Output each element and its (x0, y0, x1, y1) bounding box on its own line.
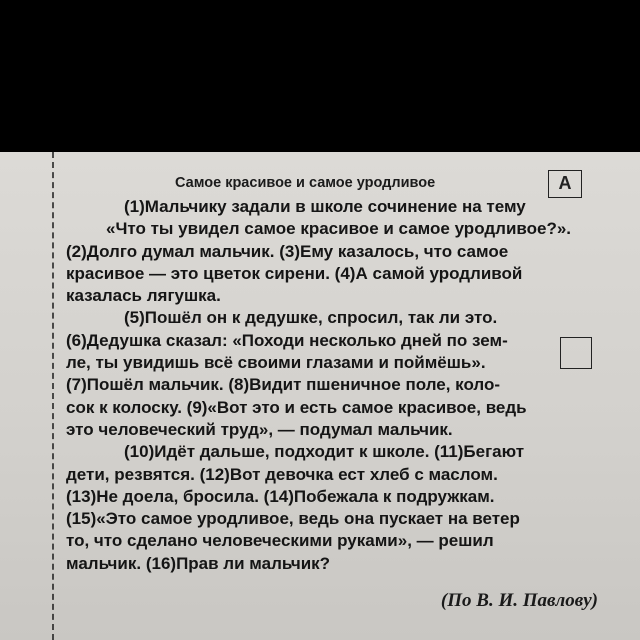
text-line: сок к колоску. (9)«Вот это и есть самое красивое, ведь (66, 397, 527, 417)
text-line: «Что ты увидел самое красивое и самое уродливое?». (106, 219, 572, 239)
text-line: дети, резвятся. (12)Вот девочка ест хлеб с маслом. (66, 464, 498, 484)
book-page (0, 152, 640, 640)
text-line: (6)Дедушка сказал: «Походи несколько дней по зем- (66, 330, 508, 350)
text-line: казалась лягушка. (66, 286, 221, 306)
text-body (66, 196, 586, 575)
text-line: (13)Не доела, бросила. (14)Побежала к подружкам. (66, 486, 495, 506)
text-line: (7)Пошёл мальчик. (8)Видит пшеничное поле, коло- (66, 375, 501, 395)
text-line: это человеческий труд», — подумал мальчик. (66, 419, 453, 439)
text-line: (1)Мальчику задали в школе сочинение на тему (124, 197, 526, 216)
section-marker-box: A (548, 170, 582, 198)
text-line: ле, ты увидишь всё своими глазами и поймёшь». (66, 353, 486, 373)
author-attribution: (По В. И. Павлову) (440, 590, 598, 611)
text-line: (15)«Это самое уродливое, ведь она пускает на ветер (66, 509, 520, 529)
text-line: (5)Пошёл он к дедушке, спросил, так ли это. (124, 308, 498, 328)
margin-dashed-line (52, 152, 54, 640)
text-line: красивое — это цветок сирени. (4)А самой уродливой (66, 263, 523, 283)
text-line: то, что сделано человеческими руками», — решил (66, 531, 494, 551)
text-line: (2)Долго думал мальчик. (3)Ему казалось, что самое (66, 241, 509, 261)
text-line: мальчик. (16)Прав ли мальчик? (66, 553, 331, 573)
text-title: Самое красивое и самое уродливое (175, 175, 436, 191)
text-line: (10)Идёт дальше, подходит к школе. (11)Бегают (124, 442, 525, 462)
